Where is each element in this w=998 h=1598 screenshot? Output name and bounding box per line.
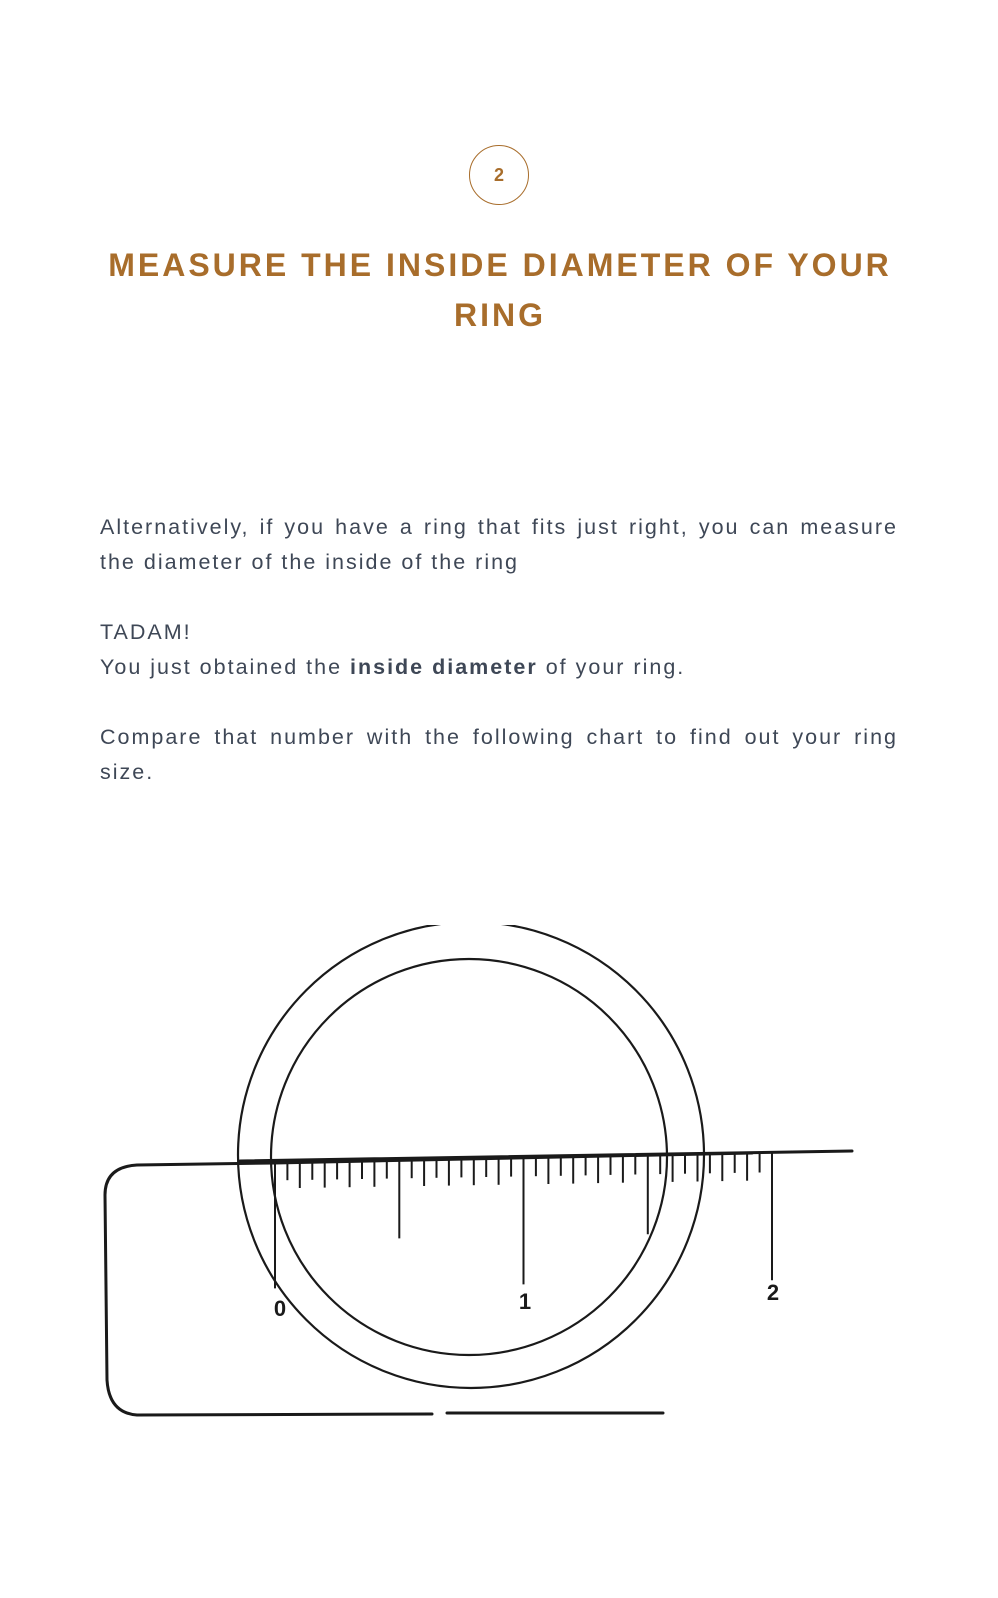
page-title: MEASURE THE INSIDE DIAMETER OF YOUR RING bbox=[108, 247, 892, 333]
tadam-heading: TADAM! bbox=[100, 620, 192, 644]
ruler-label-0: 0 bbox=[273, 1296, 287, 1321]
tadam-text-after: of your ring. bbox=[537, 655, 686, 679]
alternative-paragraph: Alternatively, if you have a ring that fits just right, you can measure the diameter of the inside of the ring bbox=[100, 515, 898, 574]
tadam-text-before: You just obtained the bbox=[100, 655, 351, 679]
ruler-ticks bbox=[275, 1152, 772, 1288]
compare-paragraph: Compare that number with the following chart to find out your ring size. bbox=[100, 725, 898, 784]
tadam-sentence bbox=[100, 650, 898, 685]
step-number-badge bbox=[469, 145, 529, 205]
ruler-label-2: 2 bbox=[766, 1280, 780, 1305]
ruler-outline bbox=[105, 1153, 752, 1415]
ruler-label-1: 1 bbox=[518, 1289, 532, 1314]
tadam-block bbox=[100, 615, 898, 685]
ring-ruler-illustration bbox=[95, 925, 875, 1465]
tadam-emphasis: inside diameter bbox=[350, 655, 538, 679]
step-number: 2 bbox=[493, 164, 504, 185]
